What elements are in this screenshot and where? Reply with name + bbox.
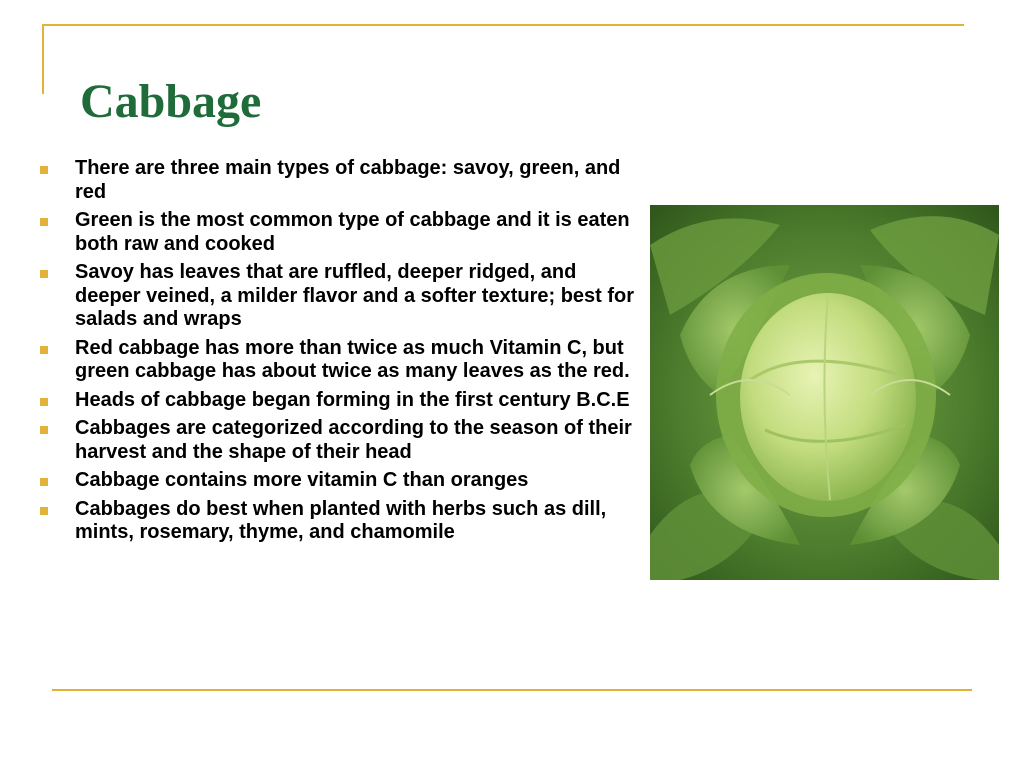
bullet-item <box>34 389 644 413</box>
bullet-item <box>34 261 644 332</box>
bullet-item <box>34 157 644 204</box>
bullet-item <box>34 209 644 256</box>
bullet-square-icon <box>40 426 48 434</box>
bullet-text: Green is the most common type of cabbage and it is eaten both raw and cooked <box>75 209 630 255</box>
bullet-square-icon <box>40 478 48 486</box>
bullet-text: Heads of cabbage began forming in the first century B.C.E <box>75 388 630 411</box>
bullet-square-icon <box>40 270 48 278</box>
cabbage-photo <box>650 205 999 580</box>
bullet-item <box>34 417 644 464</box>
bullet-text: Red cabbage has more than twice as much Vitamin C, but green cabbage has about twice as many leaves as the red. <box>75 336 630 382</box>
bullet-square-icon <box>40 398 48 406</box>
bullet-text: Cabbages do best when planted with herbs such as dill, mints, rosemary, thyme, and chamomile <box>75 497 607 543</box>
bullet-text: Cabbages are categorized according to the season of their harvest and the shape of their head <box>75 417 632 463</box>
frame-vertical-line <box>42 24 44 94</box>
bullet-text: There are three main types of cabbage: savoy, green, and red <box>75 157 621 203</box>
cabbage-illustration <box>650 205 999 580</box>
bullet-square-icon <box>40 346 48 354</box>
bullet-list <box>34 157 644 550</box>
bullet-item <box>34 337 644 384</box>
bullet-square-icon <box>40 218 48 226</box>
frame-top-line <box>42 24 964 26</box>
bullet-item <box>34 469 644 493</box>
slide-title: Cabbage <box>80 75 262 128</box>
bullet-square-icon <box>40 507 48 515</box>
frame-bottom-line <box>52 689 972 691</box>
bullet-text: Savoy has leaves that are ruffled, deeper ridged, and deeper veined, a milder flavor and a softer texture; best for salads and wraps <box>75 261 635 330</box>
bullet-text: Cabbage contains more vitamin C than oranges <box>75 469 529 491</box>
bullet-item <box>34 498 644 545</box>
bullet-square-icon <box>40 166 48 174</box>
